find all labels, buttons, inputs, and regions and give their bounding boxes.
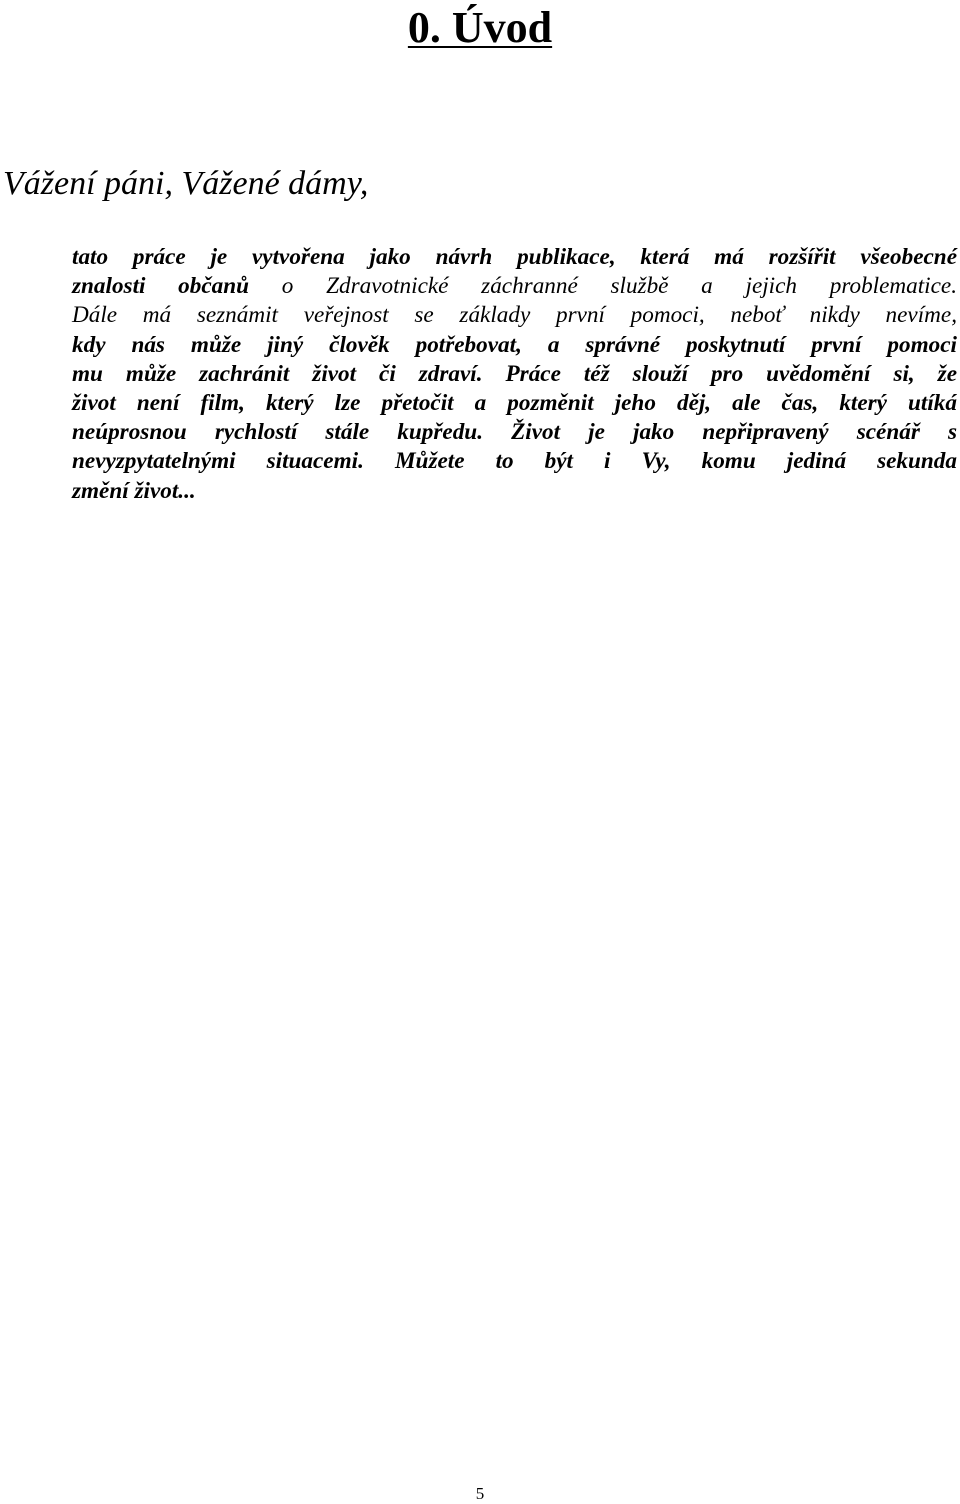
- intro-line-text: znalosti občanů: [72, 273, 282, 300]
- chapter-title: [0, 2, 960, 54]
- intro-line-text: neúprosnou rychlostí stále kupředu. Život je jako nepřipravený scénář s: [72, 419, 957, 446]
- intro-line-text: o Zdravotnické záchranné službě a jejich problematice.: [281, 273, 958, 300]
- intro-line: [72, 477, 957, 506]
- chapter-title-text: 0. Úvod: [407, 3, 553, 52]
- intro-line-text: nevyzpytatelnými situacemi. Můžete to být i Vy, komu jediná sekunda: [72, 448, 957, 475]
- intro-line: [72, 243, 957, 272]
- intro-line-text: tato práce je vytvořena jako návrh publikace, která má rozšířit všeobecné: [72, 244, 957, 270]
- intro-line: [72, 418, 957, 447]
- intro-line: [72, 360, 957, 389]
- intro-line-text: změní život...: [72, 477, 196, 504]
- intro-line: [72, 331, 957, 360]
- page-number: 5: [475, 1484, 485, 1503]
- intro-line-text: Práce též slouží pro uvědomění si, že: [482, 360, 957, 387]
- intro-line: [72, 301, 957, 330]
- intro-line-text: život není film, který lze přetočit a pozměnit jeho děj, ale čas, který utíká: [72, 390, 957, 417]
- intro-line: [72, 272, 957, 301]
- intro-line: [72, 447, 957, 476]
- intro-paragraph: [72, 243, 957, 506]
- intro-line: [72, 389, 957, 418]
- intro-line-text: Dále má seznámit veřejnost se základy první pomoci, neboť nikdy nevíme,: [72, 302, 957, 329]
- intro-line-text: mu může zachránit život či zdraví.: [72, 360, 483, 387]
- intro-line-text: kdy nás může jiný člověk potřebovat, a správné poskytnutí první pomoci: [72, 331, 957, 358]
- salutation: Vážení páni, Vážené dámy,: [3, 165, 369, 202]
